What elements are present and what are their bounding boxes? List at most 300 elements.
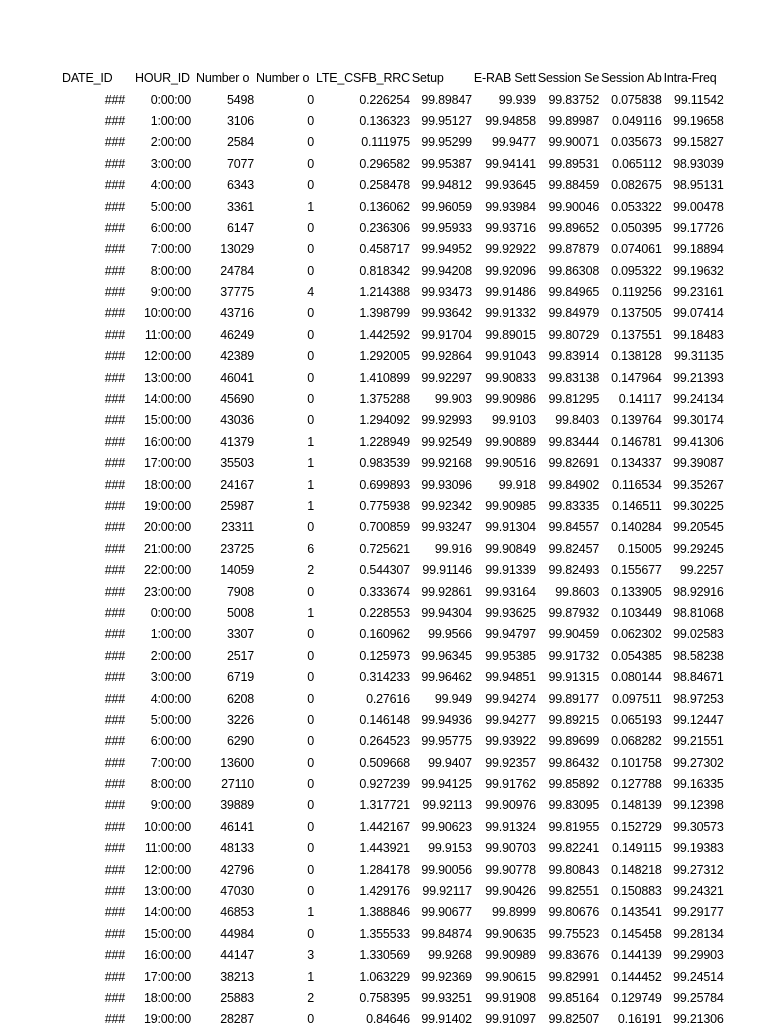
number-2-cell[interactable]: 3 [307,948,314,963]
session-setup-cell[interactable]: 99.89652 [548,220,600,235]
intra-freq-cell[interactable]: 99.27312 [673,862,724,877]
intra-freq-cell[interactable]: 99.15827 [673,135,724,150]
number-2-cell[interactable]: 0 [307,777,314,792]
number-1-cell[interactable]: 43036 [220,413,254,428]
erab-setup-cell[interactable]: 99.90516 [485,456,536,471]
lte-csfb-rrc-cell[interactable]: 0.544307 [359,563,410,578]
hour-id-cell[interactable]: 21:00:00 [143,541,191,556]
column-header-erab-setup[interactable]: E-RAB Sett [473,71,536,86]
session-abnormal-cell[interactable]: 0.068282 [611,734,662,749]
lte-csfb-rrc-cell[interactable]: 1.410899 [359,370,410,385]
date-id-cell[interactable]: ### [104,477,125,492]
setup-cell[interactable]: 99.92297 [421,370,472,385]
date-id-cell[interactable]: ### [104,156,125,171]
hour-id-cell[interactable]: 22:00:00 [143,563,191,578]
erab-setup-cell[interactable]: 99.94274 [485,691,536,706]
date-id-cell[interactable]: ### [104,413,125,428]
setup-cell[interactable]: 99.93096 [421,477,472,492]
lte-csfb-rrc-cell[interactable]: 1.442167 [359,819,410,834]
session-abnormal-cell[interactable]: 0.065112 [612,156,662,171]
session-setup-cell[interactable]: 99.84557 [548,520,600,535]
lte-csfb-rrc-cell[interactable]: 1.388846 [359,905,410,920]
hour-id-cell[interactable]: 9:00:00 [150,285,191,300]
session-abnormal-cell[interactable]: 0.129749 [611,990,662,1005]
erab-setup-cell[interactable]: 99.93984 [485,199,536,214]
erab-setup-cell[interactable]: 99.92922 [485,242,536,257]
lte-csfb-rrc-cell[interactable]: 0.699893 [359,477,410,492]
number-1-cell[interactable]: 6290 [226,734,254,749]
erab-setup-cell[interactable]: 99.91762 [485,777,536,792]
session-abnormal-cell[interactable]: 0.103449 [611,605,662,620]
column-header-hour-id[interactable]: HOUR_ID [135,71,190,86]
number-1-cell[interactable]: 24784 [220,263,254,278]
intra-freq-cell[interactable]: 99.24514 [673,969,724,984]
setup-cell[interactable]: 99.94812 [421,178,472,193]
number-2-cell[interactable]: 1 [307,434,314,449]
number-2-cell[interactable]: 0 [307,392,314,407]
session-setup-cell[interactable]: 99.87932 [548,605,600,620]
date-id-cell[interactable]: ### [104,520,125,535]
hour-id-cell[interactable]: 7:00:00 [150,755,191,770]
setup-cell[interactable]: 99.90623 [421,819,472,834]
session-setup-cell[interactable]: 99.82991 [548,969,600,984]
intra-freq-cell[interactable]: 99.18894 [673,242,724,257]
lte-csfb-rrc-cell[interactable]: 1.292005 [359,349,410,364]
number-1-cell[interactable]: 3307 [226,627,254,642]
setup-cell[interactable]: 99.95933 [421,220,472,235]
erab-setup-cell[interactable]: 99.92357 [485,755,536,770]
number-1-cell[interactable]: 35503 [220,456,254,471]
hour-id-cell[interactable]: 13:00:00 [143,884,191,899]
lte-csfb-rrc-cell[interactable]: 0.125973 [359,648,410,663]
setup-cell[interactable]: 99.92342 [421,499,472,513]
session-setup-cell[interactable]: 99.83095 [548,798,600,813]
setup-cell[interactable]: 99.9407 [428,755,472,770]
erab-setup-cell[interactable]: 99.94851 [485,670,536,685]
number-2-cell[interactable]: 0 [307,413,314,428]
hour-id-cell[interactable]: 16:00:00 [143,948,191,963]
number-2-cell[interactable]: 2 [307,563,314,578]
intra-freq-cell[interactable]: 99.30174 [673,413,724,428]
setup-cell[interactable]: 99.96462 [421,670,472,685]
hour-id-cell[interactable]: 3:00:00 [150,670,191,685]
intra-freq-cell[interactable]: 99.19632 [673,263,724,278]
session-setup-cell[interactable]: 99.83914 [548,349,600,364]
session-abnormal-cell[interactable]: 0.054385 [611,648,662,663]
intra-freq-cell[interactable]: 99.2257 [679,563,724,578]
session-abnormal-cell[interactable]: 0.097511 [612,691,662,706]
lte-csfb-rrc-cell[interactable]: 0.818342 [359,263,410,278]
date-id-cell[interactable]: ### [104,798,125,813]
erab-setup-cell[interactable]: 99.91304 [485,520,536,535]
number-1-cell[interactable]: 2584 [226,135,254,150]
erab-setup-cell[interactable]: 99.91908 [485,990,536,1005]
session-setup-cell[interactable]: 99.83138 [548,370,600,385]
date-id-cell[interactable]: ### [104,755,125,770]
session-abnormal-cell[interactable]: 0.149115 [612,841,662,856]
intra-freq-cell[interactable]: 99.17726 [673,220,724,235]
intra-freq-cell[interactable]: 99.39087 [673,456,724,471]
lte-csfb-rrc-cell[interactable]: 1.284178 [359,862,410,877]
hour-id-cell[interactable]: 13:00:00 [143,370,191,385]
erab-setup-cell[interactable]: 99.939 [498,92,536,107]
intra-freq-cell[interactable]: 98.97253 [673,691,724,706]
session-setup-cell[interactable]: 99.82551 [548,884,600,899]
lte-csfb-rrc-cell[interactable]: 1.063229 [359,969,410,984]
number-2-cell[interactable]: 0 [307,263,314,278]
setup-cell[interactable]: 99.92864 [421,349,472,364]
session-setup-cell[interactable]: 99.87879 [548,242,600,257]
setup-cell[interactable]: 99.95775 [421,734,472,749]
number-2-cell[interactable]: 0 [307,349,314,364]
session-setup-cell[interactable]: 99.89987 [548,113,600,128]
session-setup-cell[interactable]: 99.88459 [548,178,600,193]
erab-setup-cell[interactable]: 99.95385 [485,648,536,663]
intra-freq-cell[interactable]: 99.21306 [673,1012,724,1027]
intra-freq-cell[interactable]: 99.30225 [673,499,724,513]
number-1-cell[interactable]: 46141 [220,819,254,834]
hour-id-cell[interactable]: 0:00:00 [150,92,191,107]
date-id-cell[interactable]: ### [104,627,125,642]
erab-setup-cell[interactable]: 99.90849 [485,541,536,556]
hour-id-cell[interactable]: 15:00:00 [143,926,191,941]
date-id-cell[interactable]: ### [104,541,125,556]
date-id-cell[interactable]: ### [104,862,125,877]
setup-cell[interactable]: 99.95299 [421,135,472,150]
column-header-date-id[interactable]: DATE_ID [62,71,113,86]
number-1-cell[interactable]: 45690 [220,392,254,407]
date-id-cell[interactable]: ### [104,456,125,471]
number-1-cell[interactable]: 5008 [226,605,254,620]
hour-id-cell[interactable]: 12:00:00 [143,349,191,364]
intra-freq-cell[interactable]: 99.30573 [673,819,724,834]
number-1-cell[interactable]: 46853 [220,905,254,920]
date-id-cell[interactable]: ### [104,1012,125,1027]
session-abnormal-cell[interactable]: 0.074061 [611,242,662,257]
erab-setup-cell[interactable]: 99.93922 [485,734,536,749]
number-1-cell[interactable]: 3106 [226,113,254,128]
intra-freq-cell[interactable]: 98.84671 [673,670,724,685]
date-id-cell[interactable]: ### [104,841,125,856]
session-setup-cell[interactable]: 99.81295 [548,392,600,407]
date-id-cell[interactable]: ### [104,285,125,300]
setup-cell[interactable]: 99.92993 [421,413,472,428]
setup-cell[interactable]: 99.96059 [421,199,472,214]
number-1-cell[interactable]: 42796 [220,862,254,877]
session-setup-cell[interactable]: 99.83335 [548,499,600,513]
intra-freq-cell[interactable]: 99.21551 [673,734,724,749]
date-id-cell[interactable]: ### [104,670,125,685]
session-abnormal-cell[interactable]: 0.144139 [611,948,662,963]
number-2-cell[interactable]: 0 [307,113,314,128]
number-2-cell[interactable]: 0 [307,370,314,385]
erab-setup-cell[interactable]: 99.91486 [485,285,536,300]
hour-id-cell[interactable]: 8:00:00 [150,263,191,278]
date-id-cell[interactable]: ### [104,905,125,920]
hour-id-cell[interactable]: 14:00:00 [143,905,191,920]
intra-freq-cell[interactable]: 99.24134 [673,392,724,407]
erab-setup-cell[interactable]: 99.93716 [485,220,536,235]
session-setup-cell[interactable]: 99.84965 [548,285,600,300]
number-2-cell[interactable]: 0 [307,798,314,813]
erab-setup-cell[interactable]: 99.91332 [485,306,536,321]
erab-setup-cell[interactable]: 99.90703 [485,841,536,856]
hour-id-cell[interactable]: 1:00:00 [150,627,191,642]
number-2-cell[interactable]: 1 [307,905,314,920]
erab-setup-cell[interactable]: 99.90778 [485,862,536,877]
intra-freq-cell[interactable]: 99.25784 [673,990,724,1005]
hour-id-cell[interactable]: 23:00:00 [143,584,191,599]
lte-csfb-rrc-cell[interactable]: 1.375288 [359,392,410,407]
intra-freq-cell[interactable]: 98.93039 [673,156,724,171]
erab-setup-cell[interactable]: 99.90989 [485,948,536,963]
number-2-cell[interactable]: 0 [307,220,314,235]
session-setup-cell[interactable]: 99.82493 [548,563,600,578]
date-id-cell[interactable]: ### [104,199,125,214]
setup-cell[interactable]: 99.91704 [421,327,472,342]
number-1-cell[interactable]: 24167 [220,477,254,492]
lte-csfb-rrc-cell[interactable]: 0.458717 [359,242,410,257]
session-setup-cell[interactable]: 99.80676 [548,905,600,920]
hour-id-cell[interactable]: 10:00:00 [143,819,191,834]
number-1-cell[interactable]: 44984 [220,926,254,941]
column-header-session-abnormal[interactable]: Session Ab [601,71,662,86]
intra-freq-cell[interactable]: 99.19658 [673,113,724,128]
intra-freq-cell[interactable]: 99.23161 [673,285,724,300]
setup-cell[interactable]: 99.9566 [428,627,472,642]
erab-setup-cell[interactable]: 99.93645 [485,178,536,193]
number-2-cell[interactable]: 0 [307,841,314,856]
erab-setup-cell[interactable]: 99.91097 [485,1012,536,1027]
date-id-cell[interactable]: ### [104,990,125,1005]
number-2-cell[interactable]: 1 [307,499,314,513]
lte-csfb-rrc-cell[interactable]: 0.775938 [359,499,410,513]
erab-setup-cell[interactable]: 99.94797 [485,627,536,642]
erab-setup-cell[interactable]: 99.89015 [485,327,536,342]
setup-cell[interactable]: 99.9153 [428,841,472,856]
session-setup-cell[interactable]: 99.89177 [548,691,600,706]
number-1-cell[interactable]: 44147 [220,948,254,963]
session-abnormal-cell[interactable]: 0.137505 [611,306,662,321]
intra-freq-cell[interactable]: 99.24321 [673,884,724,899]
number-1-cell[interactable]: 3361 [226,199,254,214]
column-header-intra-freq[interactable]: Intra-Freq [663,71,717,86]
hour-id-cell[interactable]: 19:00:00 [143,1012,191,1027]
erab-setup-cell[interactable]: 99.9103 [492,413,536,428]
setup-cell[interactable]: 99.95127 [421,113,472,128]
hour-id-cell[interactable]: 6:00:00 [150,734,191,749]
session-setup-cell[interactable]: 99.89699 [548,734,600,749]
lte-csfb-rrc-cell[interactable]: 0.509668 [359,755,410,770]
setup-cell[interactable]: 99.903 [434,392,472,407]
intra-freq-cell[interactable]: 99.16335 [673,777,724,792]
hour-id-cell[interactable]: 12:00:00 [143,862,191,877]
hour-id-cell[interactable]: 7:00:00 [150,242,191,257]
lte-csfb-rrc-cell[interactable]: 0.725621 [359,541,410,556]
session-abnormal-cell[interactable]: 0.140284 [611,520,662,535]
number-1-cell[interactable]: 46041 [220,370,254,385]
hour-id-cell[interactable]: 4:00:00 [150,691,191,706]
number-1-cell[interactable]: 25883 [220,990,254,1005]
session-setup-cell[interactable]: 99.89531 [548,156,600,171]
intra-freq-cell[interactable]: 99.29245 [673,541,724,556]
number-1-cell[interactable]: 6147 [226,220,254,235]
intra-freq-cell[interactable]: 99.29177 [673,905,724,920]
session-abnormal-cell[interactable]: 0.139764 [611,413,662,428]
lte-csfb-rrc-cell[interactable]: 1.330569 [359,948,410,963]
session-setup-cell[interactable]: 99.82241 [548,841,600,856]
hour-id-cell[interactable]: 9:00:00 [150,798,191,813]
session-abnormal-cell[interactable]: 0.138128 [611,349,662,364]
session-setup-cell[interactable]: 99.85164 [548,990,600,1005]
hour-id-cell[interactable]: 11:00:00 [144,841,191,856]
number-1-cell[interactable]: 6343 [226,178,254,193]
hour-id-cell[interactable]: 10:00:00 [143,306,191,321]
setup-cell[interactable]: 99.94208 [421,263,472,278]
lte-csfb-rrc-cell[interactable]: 0.296582 [359,156,410,171]
hour-id-cell[interactable]: 15:00:00 [143,413,191,428]
number-2-cell[interactable]: 0 [307,648,314,663]
setup-cell[interactable]: 99.91146 [422,563,472,578]
number-2-cell[interactable]: 0 [307,178,314,193]
lte-csfb-rrc-cell[interactable]: 0.927239 [359,777,410,792]
lte-csfb-rrc-cell[interactable]: 0.258478 [359,178,410,193]
date-id-cell[interactable]: ### [104,926,125,941]
session-abnormal-cell[interactable]: 0.143541 [611,905,662,920]
date-id-cell[interactable]: ### [104,777,125,792]
lte-csfb-rrc-cell[interactable]: 1.355533 [359,926,410,941]
setup-cell[interactable]: 99.92369 [421,969,472,984]
number-2-cell[interactable]: 0 [307,734,314,749]
column-header-lte-csfb-rrc[interactable]: LTE_CSFB_RRC [316,71,410,86]
date-id-cell[interactable]: ### [104,948,125,963]
setup-cell[interactable]: 99.9268 [428,948,472,963]
lte-csfb-rrc-cell[interactable]: 0.160962 [359,627,410,642]
setup-cell[interactable]: 99.92861 [421,584,472,599]
lte-csfb-rrc-cell[interactable]: 1.214388 [359,285,410,300]
number-1-cell[interactable]: 13029 [220,242,254,257]
lte-csfb-rrc-cell[interactable]: 1.443921 [359,841,410,856]
number-2-cell[interactable]: 1 [307,456,314,471]
hour-id-cell[interactable]: 2:00:00 [150,648,191,663]
date-id-cell[interactable]: ### [104,563,125,578]
session-setup-cell[interactable]: 99.86308 [548,263,600,278]
date-id-cell[interactable]: ### [104,263,125,278]
session-abnormal-cell[interactable]: 0.062302 [611,627,662,642]
setup-cell[interactable]: 99.92168 [421,456,472,471]
lte-csfb-rrc-cell[interactable]: 0.136062 [359,199,410,214]
lte-csfb-rrc-cell[interactable]: 0.333674 [359,584,410,599]
setup-cell[interactable]: 99.94125 [421,777,472,792]
hour-id-cell[interactable]: 5:00:00 [150,199,191,214]
session-abnormal-cell[interactable]: 0.148218 [611,862,662,877]
date-id-cell[interactable]: ### [104,306,125,321]
session-abnormal-cell[interactable]: 0.150883 [611,884,662,899]
session-abnormal-cell[interactable]: 0.137551 [611,327,662,342]
number-2-cell[interactable]: 2 [307,990,314,1005]
intra-freq-cell[interactable]: 98.95131 [673,178,724,193]
lte-csfb-rrc-cell[interactable]: 1.317721 [359,798,410,813]
setup-cell[interactable]: 99.93642 [421,306,472,321]
session-abnormal-cell[interactable]: 0.14117 [618,392,662,407]
number-2-cell[interactable]: 0 [307,92,314,107]
erab-setup-cell[interactable]: 99.90976 [485,798,536,813]
session-abnormal-cell[interactable]: 0.050395 [611,220,662,235]
number-2-cell[interactable]: 0 [307,584,314,599]
setup-cell[interactable]: 99.93473 [421,285,472,300]
number-1-cell[interactable]: 47030 [220,884,254,899]
column-header-number-2[interactable]: Number o [256,71,310,86]
date-id-cell[interactable]: ### [104,370,125,385]
date-id-cell[interactable]: ### [104,220,125,235]
lte-csfb-rrc-cell[interactable]: 0.983539 [359,456,410,471]
session-setup-cell[interactable]: 99.8603 [555,584,600,599]
number-1-cell[interactable]: 27110 [221,777,254,792]
number-2-cell[interactable]: 0 [307,755,314,770]
session-setup-cell[interactable]: 99.91315 [548,670,600,685]
intra-freq-cell[interactable]: 98.81068 [673,605,724,620]
hour-id-cell[interactable]: 0:00:00 [150,605,191,620]
intra-freq-cell[interactable]: 99.21393 [673,370,724,385]
hour-id-cell[interactable]: 20:00:00 [143,520,191,535]
intra-freq-cell[interactable]: 98.58238 [673,648,724,663]
hour-id-cell[interactable]: 2:00:00 [150,135,191,150]
lte-csfb-rrc-cell[interactable]: 1.429176 [359,884,410,899]
session-setup-cell[interactable]: 99.86432 [548,755,600,770]
setup-cell[interactable]: 99.93251 [421,990,472,1005]
session-abnormal-cell[interactable]: 0.152729 [611,819,662,834]
intra-freq-cell[interactable]: 99.12447 [673,712,724,727]
erab-setup-cell[interactable]: 99.93625 [485,605,536,620]
session-abnormal-cell[interactable]: 0.147964 [611,370,662,385]
lte-csfb-rrc-cell[interactable]: 0.27616 [366,691,410,706]
date-id-cell[interactable]: ### [104,584,125,599]
erab-setup-cell[interactable]: 99.90986 [485,392,536,407]
session-abnormal-cell[interactable]: 0.144452 [611,969,662,984]
date-id-cell[interactable]: ### [104,327,125,342]
setup-cell[interactable]: 99.94304 [421,605,472,620]
session-abnormal-cell[interactable]: 0.049116 [612,113,662,128]
intra-freq-cell[interactable]: 99.29903 [673,948,724,963]
intra-freq-cell[interactable]: 99.02583 [673,627,724,642]
session-setup-cell[interactable]: 99.83752 [548,92,600,107]
erab-setup-cell[interactable]: 99.8999 [492,905,536,920]
session-abnormal-cell[interactable]: 0.133905 [611,584,662,599]
number-1-cell[interactable]: 42389 [220,349,254,364]
date-id-cell[interactable]: ### [104,92,125,107]
setup-cell[interactable]: 99.92117 [422,884,472,899]
lte-csfb-rrc-cell[interactable]: 0.314233 [359,670,410,685]
session-abnormal-cell[interactable]: 0.146511 [612,499,662,513]
setup-cell[interactable]: 99.90056 [421,862,472,877]
number-1-cell[interactable]: 39889 [220,798,254,813]
number-1-cell[interactable]: 43716 [220,306,254,321]
date-id-cell[interactable]: ### [104,734,125,749]
date-id-cell[interactable]: ### [104,178,125,193]
intra-freq-cell[interactable]: 98.92916 [673,584,724,599]
date-id-cell[interactable]: ### [104,113,125,128]
number-2-cell[interactable]: 1 [307,969,314,984]
session-setup-cell[interactable]: 99.90459 [548,627,600,642]
session-abnormal-cell[interactable]: 0.082675 [611,178,662,193]
intra-freq-cell[interactable]: 99.12398 [673,798,724,813]
erab-setup-cell[interactable]: 99.92096 [485,263,536,278]
number-1-cell[interactable]: 48133 [220,841,254,856]
number-1-cell[interactable]: 7908 [226,584,254,599]
session-abnormal-cell[interactable]: 0.16191 [617,1012,662,1027]
lte-csfb-rrc-cell[interactable]: 0.146148 [359,712,410,727]
number-2-cell[interactable]: 1 [307,605,314,620]
